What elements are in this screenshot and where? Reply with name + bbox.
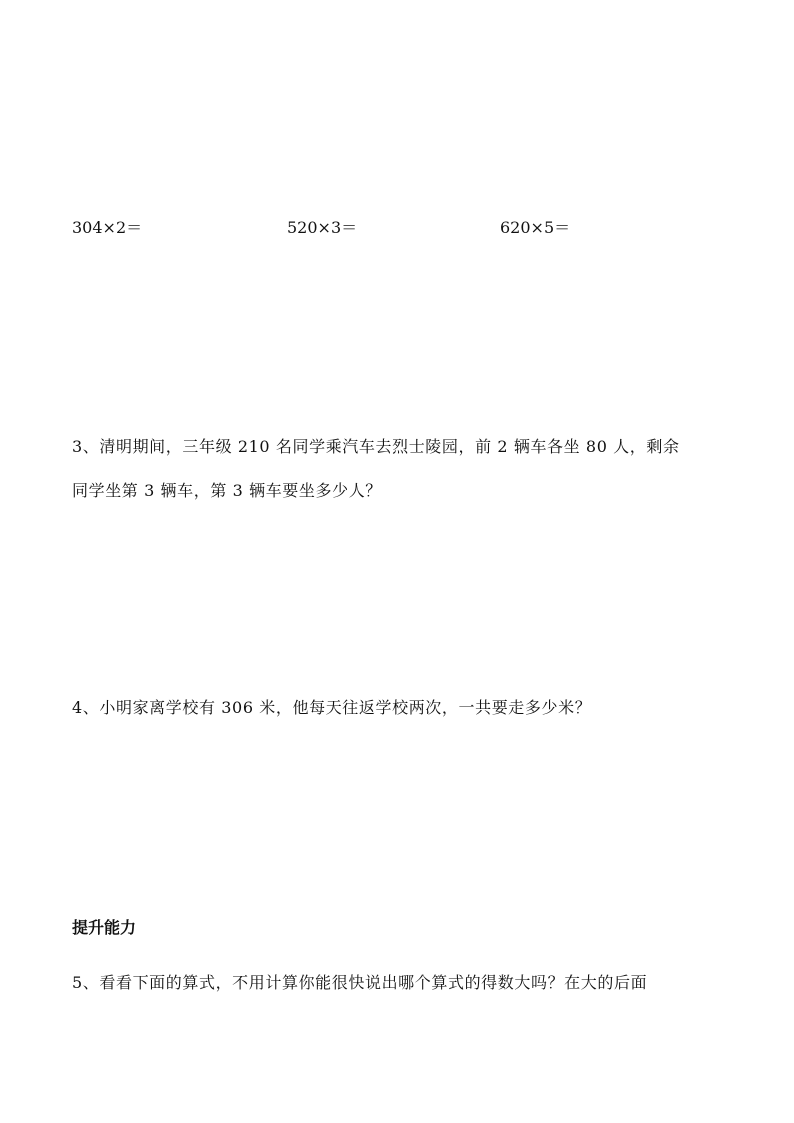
question-5: 5、看看下面的算式，不用计算你能很快说出哪个算式的得数大吗？在大的后面 <box>72 973 648 992</box>
section-heading: 提升能力 <box>72 918 137 937</box>
question-3-line-1: 3、清明期间，三年级 210 名同学乘汽车去烈士陵园，前 2 辆车各坐 80 人，剩余 <box>72 437 680 456</box>
calculation-2: 520×3＝ <box>287 218 358 237</box>
question-3-line-2: 同学坐第 3 辆车，第 3 辆车要坐多少人？ <box>72 481 382 500</box>
calculation-1: 304×2＝ <box>72 218 143 237</box>
question-4: 4、小明家离学校有 306 米，他每天往返学校两次，一共要走多少米？ <box>72 698 592 717</box>
calculation-3: 620×5＝ <box>500 218 571 237</box>
